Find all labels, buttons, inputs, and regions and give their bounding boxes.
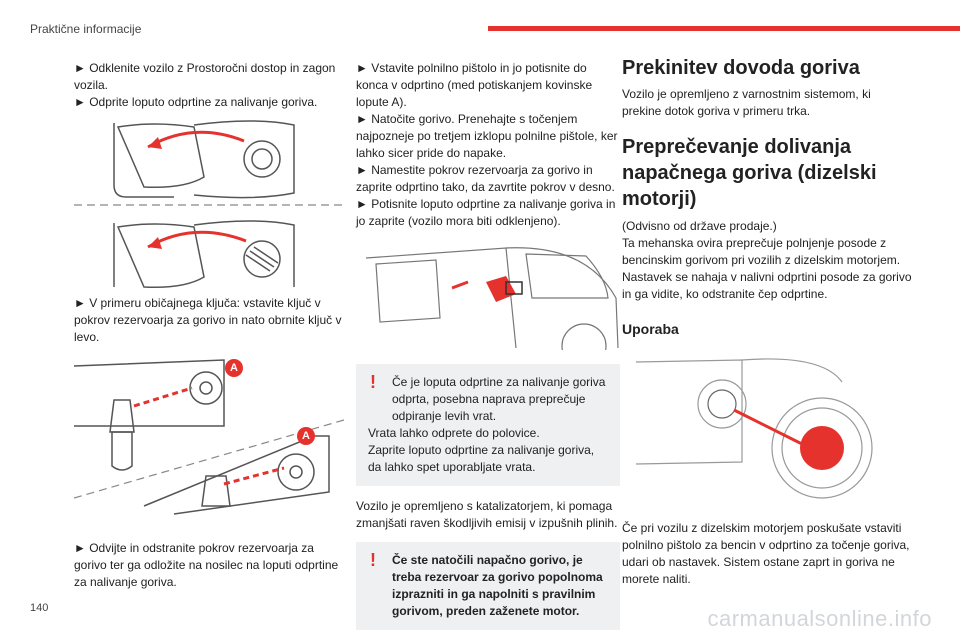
filler-neck-illustration — [622, 352, 912, 502]
step-refuel: ► Natočite gorivo. Prenehajte s točenjem najpozneje po tretjem izklopu polnilne pištole, ker lahko sicer pride do napake. — [356, 112, 618, 160]
warning-door-lock-text-1: Če je loputa odprtine za nalivanje goriva odprta, posebna naprava preprečuje odpiranje levih vrat. — [392, 375, 606, 423]
misfuel-country-note: (Odvisno od države prodaje.) — [622, 219, 777, 233]
step-insert-nozzle: ► Vstavite polnilno pištolo in jo potisnite do konca v odprtino (med potiskanjem kovinske lopute A). — [356, 61, 593, 109]
usage-text: Če pri vozilu z dizelskim motorjem poskušate vstaviti polnilno pištolo za bencin v odprtino za točenje goriva, udari ob nastavek. Sistem ostane zaprt in goriva ne morete naliti. — [622, 521, 910, 586]
step-open-flap: ► Odprite loputo odprtine za nalivanje goriva. — [74, 95, 318, 109]
heading-usage: Uporaba — [622, 321, 679, 337]
warning-icon: ! — [370, 372, 376, 392]
step-unlock: ► Odklenite vozilo z Prostoročni dostop in zagon vozila. — [74, 61, 336, 92]
van-door-drawing — [356, 238, 620, 350]
fuel-cutoff-text: Vozilo je opremljeno z varnostnim sistemom, ki prekine dotok goriva v primeru trka. — [622, 87, 871, 118]
fuel-flap-illustration — [74, 117, 344, 289]
heading-misfuel-prevention: Preprečevanje dolivanja napačnega goriva (dizelski motorji) — [622, 136, 877, 210]
warning-door-lock-text-3: Zaprite loputo odprtine za nalivanje goriva, da lahko spet uporabljate vrata. — [368, 443, 595, 474]
warning-door-lock-text-2: Vrata lahko odprete do polovice. — [368, 426, 540, 440]
warning-wrong-fuel-text: Če ste natočili napačno gorivo, je treba rezervoar za gorivo popolnoma izprazniti in ga napolniti s pravilnim gorivom, preden zaženete motor. — [392, 553, 603, 618]
column-right — [622, 56, 912, 588]
step-refit-cap: ► Namestite pokrov rezervoarja za gorivo in zaprite odprtino tako, da zavrtite pokrov v desno. — [356, 163, 615, 194]
heading-fuel-cutoff: Prekinitev dovoda goriva — [622, 57, 860, 79]
header-accent-bar — [488, 26, 960, 31]
van-door-illustration — [356, 238, 620, 350]
callout-a-top-label: A — [230, 362, 238, 374]
step-remove-cap: ► Odvijte in odstranite pokrov rezervoarja za gorivo ter ga odložite na nosilec na loputi odprtine za nalivanje goriva. — [74, 541, 339, 589]
misfuel-location: Nastavek se nahaja v nalivni odprtini posode za gorivo in ga vidite, ko odstranite čep odprtine. — [622, 270, 912, 301]
key-cap-illustration — [74, 356, 344, 516]
warning-icon: ! — [370, 550, 376, 570]
warning-door-lock — [356, 364, 620, 486]
filler-neck-drawing — [622, 352, 912, 502]
fuel-flap-drawing — [74, 117, 344, 289]
callout-a-bottom-label: A — [302, 430, 310, 442]
catalyst-note: Vozilo je opremljeno s katalizatorjem, ki pomaga zmanjšati raven škodljivih emisij v izpušnih plinih. — [356, 499, 618, 530]
watermark: carmanualsonline.info — [707, 606, 932, 631]
page-header-title: Praktične informacije — [30, 22, 142, 36]
column-left — [74, 60, 344, 591]
step-close-flap: ► Potisnite loputo odprtine za nalivanje goriva in jo zaprite (vozilo mora biti odklenjeno). — [356, 197, 616, 228]
page-number: 140 — [30, 602, 49, 614]
step-turn-key: ► V primeru običajnega ključa: vstavite ključ v pokrov rezervoarja za gorivo in nato obrnite ključ v levo. — [74, 296, 342, 344]
warning-wrong-fuel — [356, 542, 620, 630]
column-middle — [356, 60, 620, 630]
misfuel-description: Ta mehanska ovira preprečuje polnjenje posode z bencinskim gorivom pri vozilih z dizelskim motorjem. — [622, 236, 901, 267]
